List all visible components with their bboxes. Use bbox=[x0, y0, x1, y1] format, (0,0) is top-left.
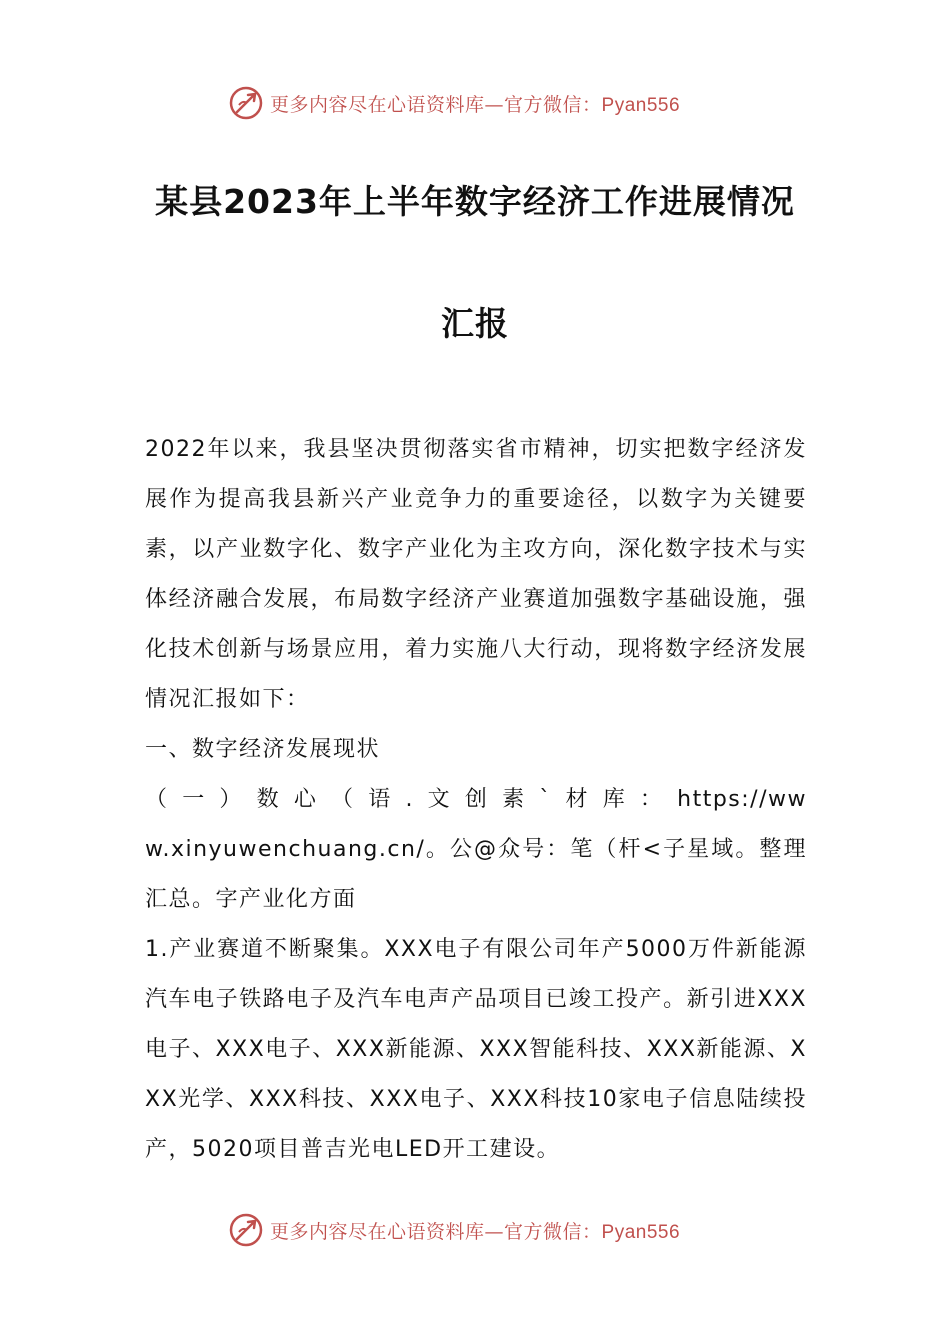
intro-paragraph: 2022年以来，我县坚决贯彻落实省市精神，切实把数字经济发展作为提高我县新兴产业竞争力的重要途径，以数字为关键要素，以产业数字化、数字产业化为主攻方向，深化数字技术与实体经济融合发展，布局数字经济产业赛道加强数字基础设施，强化技术创新与场景应用，着力实施八大行动，现将数字经济发展情况汇报如下： bbox=[145, 437, 807, 712]
document-body bbox=[145, 425, 807, 1175]
subsection-text: https://www.xinyuwenchuang.cn/。公@众号：笔（杆<子星域。整理汇总。字产业化方面 bbox=[145, 787, 807, 912]
subsection-heading: （一）数心（语.文创素`材库： bbox=[145, 787, 678, 812]
subsection-paragraph bbox=[145, 775, 807, 925]
quill-logo-icon bbox=[228, 1212, 264, 1248]
header-watermark bbox=[228, 85, 680, 121]
document-title-line2: 汇报 bbox=[441, 304, 509, 343]
footer-watermark bbox=[228, 1212, 680, 1248]
section-heading: 一、数字经济发展现状 bbox=[145, 737, 381, 762]
watermark-text: 更多内容尽在心语资料库—官方微信：Pyan556 bbox=[270, 1220, 681, 1243]
watermark-text: 更多内容尽在心语资料库—官方微信：Pyan556 bbox=[270, 93, 681, 116]
item-paragraph: 1.产业赛道不断聚集。XXX电子有限公司年产5000万件新能源汽车电子铁路电子及汽车电声产品项目已竣工投产。新引进XXX电子、XXX电子、XXX新能源、XXX智能科技、XXX新能源、XXX光学、XXX科技、XXX电子、XXX科技10家电子信息陆续投产，5020项目普吉光电LED开工建设。 bbox=[145, 937, 807, 1162]
document-title-line1: 某县2023年上半年数字经济工作进展情况 bbox=[155, 182, 795, 221]
quill-logo-icon bbox=[228, 85, 264, 121]
